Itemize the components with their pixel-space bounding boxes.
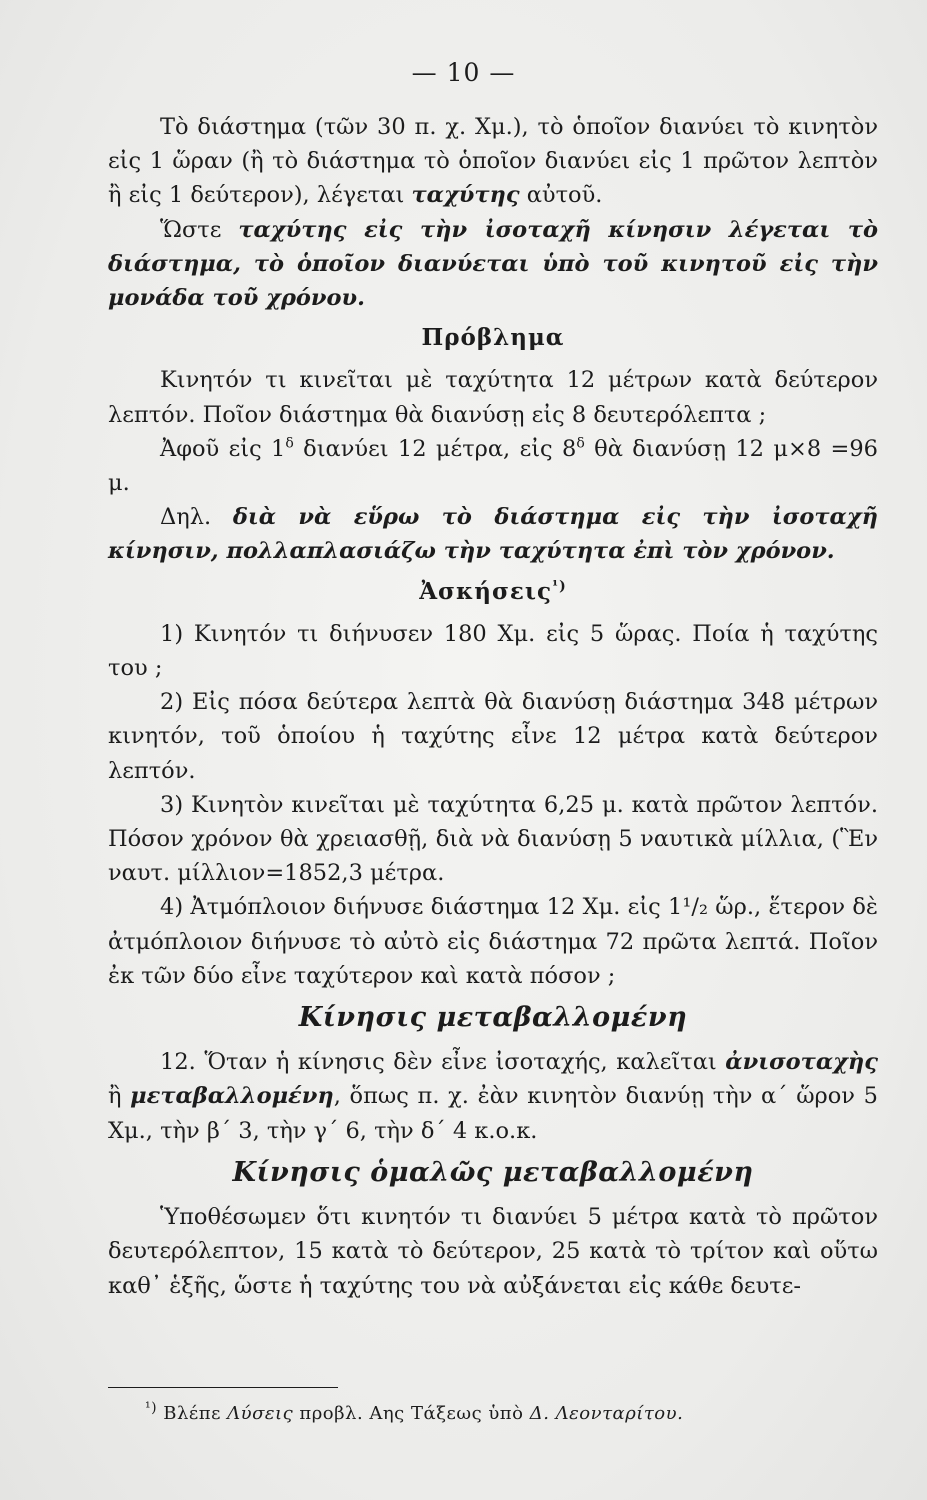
emphasis-speed: ταχύτης	[411, 182, 520, 209]
emphasis-nonuniform: ἀνισοταχὴς	[725, 1049, 878, 1076]
superscript: δ	[285, 435, 294, 452]
emphasis-distance-rule: διὰ νὰ εὕρω τὸ διάστημα εἰς τὴν ἰσοταχῆ κίνησιν, πολλαπλασιάζω τὴν ταχύτητα ἐπὶ τὸν χρόνον.	[108, 504, 878, 565]
paragraph-problem-statement: Κινητόν τι κινεῖται μὲ ταχύτητα 12 μέτρων κατὰ δεύτερον λεπτόν. Ποῖον διάστημα θὰ διανύσῃ εἰς 8 δευτερόλεπτα ;	[108, 367, 878, 428]
emphasis-variable: μεταβαλλομένη	[130, 1083, 334, 1110]
text-span: Τὸ διάστημα (τῶν 30 π. χ. Χμ.), τὸ ὁποῖον διανύει τὸ κινητὸν εἰς 1 ὥραν (ἢ τὸ διάστημα τὸ ὁποῖον διανύει εἰς 1 πρῶτον λεπτὸν ἢ εἰς 1 δεύτερον), λέγεται	[108, 114, 878, 209]
exercise-4: 4) Ἀτμόπλοιον διήνυσε διάστημα 12 Χμ. εἰς 1¹/₂ ὥρ., ἕτερον δὲ ἀτμόπλοιον διήνυσε τὸ αὐτὸ εἰς διάστημα 72 πρῶτα λεπτά. Ποῖον ἐκ τῶν δύο εἶνε ταχύτερον καὶ κατὰ πόσον ;	[108, 894, 878, 989]
footnote-author: Δ. Λεονταρίτου.	[529, 1403, 684, 1424]
text-span: Ἀφοῦ εἰς 1	[160, 435, 286, 462]
paragraph-speed-rule	[108, 213, 878, 316]
emphasis-speed-rule: ταχύτης εἰς τὴν ἰσοταχῆ κίνησιν λέγεται τὸ διάστημα, τὸ ὁποῖον διανύεται ὑπὸ τοῦ κινητοῦ εἰς τὴν μονάδα τοῦ χρόνου.	[108, 216, 878, 312]
footnote-reference: ¹)	[552, 577, 567, 594]
exercise-2: 2) Εἰς πόσα δεύτερα λεπτὰ θὰ διανύσῃ διάστημα 348 μέτρων κινητόν, τοῦ ὁποίου ἡ ταχύτης εἶνε 12 μέτρα κατὰ δεύτερον λεπτόν.	[108, 689, 878, 784]
footnote-divider	[108, 1387, 338, 1388]
exercise-1: 1) Κινητόν τι διήνυσεν 180 Χμ. εἰς 5 ὥρας. Ποία ἡ ταχύτης του ;	[108, 620, 878, 682]
heading-problem: Πρόβλημα	[421, 324, 565, 352]
text-span: Δηλ.	[160, 504, 233, 531]
text-span: θὰ διανύσῃ 12 μ×8 =96 μ.	[108, 435, 878, 497]
heading-variable-motion: Κίνησις μεταβαλλομένη	[298, 1002, 688, 1034]
page-number: — 10 —	[411, 58, 516, 87]
footnote-mark: ¹)	[145, 1400, 158, 1416]
paragraph-problem-solution	[108, 432, 878, 500]
text-span: ἢ	[108, 1083, 131, 1110]
heading-exercises-label: Ἀσκήσεις	[419, 577, 553, 605]
paragraph-speed-definition	[108, 110, 878, 213]
body-text	[108, 110, 878, 1303]
paragraph-variable-motion	[108, 1045, 878, 1148]
text-span: Ὥστε	[160, 216, 239, 243]
text-span: , ὅπως π. χ. ἐὰν κινητὸν διανύῃ τὴν α΄ ὥρον 5 Χμ., τὴν β΄ 3, τὴν γ΄ 6, τὴν δ΄ 4 κ.ο.κ.	[108, 1083, 878, 1144]
text-span: διανύει 12 μέτρα, εἰς 8	[293, 435, 577, 462]
heading-exercises	[108, 575, 878, 609]
paragraph-uniform-variable-motion: Ὑποθέσωμεν ὅτι κινητόν τι διανύει 5 μέτρα κατὰ τὸ πρῶτον δευτερόλεπτον, 15 κατὰ τὸ δεύτερον, 25 κατὰ τὸ τρίτον καὶ οὕτω καθ᾽ ἑξῆς, ὥστε ἡ ταχύτης του νὰ αὐξάνεται εἰς κάθε δευτε-	[108, 1204, 878, 1299]
text-span: προβλ. Αης Τάξεως ὑπὸ	[293, 1403, 530, 1424]
text-span: Βλέπε	[157, 1403, 228, 1424]
exercise-3: 3) Κινητὸν κινεῖται μὲ ταχύτητα 6,25 μ. κατὰ πρῶτον λεπτόν. Πόσον χρόνον θὰ χρειασθῇ, διὰ νὰ διανύσῃ 5 ναυτικὰ μίλλια, (Ἓν ναυτ. μίλλιον=1852,3 μέτρα.	[108, 791, 878, 887]
heading-uniform-variable-motion: Κίνησις ὁμαλῶς μεταβαλλομένη	[232, 1156, 754, 1188]
text-span: 12. Ὅταν ἡ κίνησις δὲν εἶνε ἰσοταχής, καλεῖται	[160, 1049, 726, 1076]
superscript: δ	[576, 435, 585, 452]
footnote	[145, 1400, 684, 1424]
text-span: αὐτοῦ.	[519, 182, 603, 209]
footnote-book-title: Λύσεις	[227, 1403, 294, 1424]
paragraph-problem-rule	[108, 500, 878, 568]
